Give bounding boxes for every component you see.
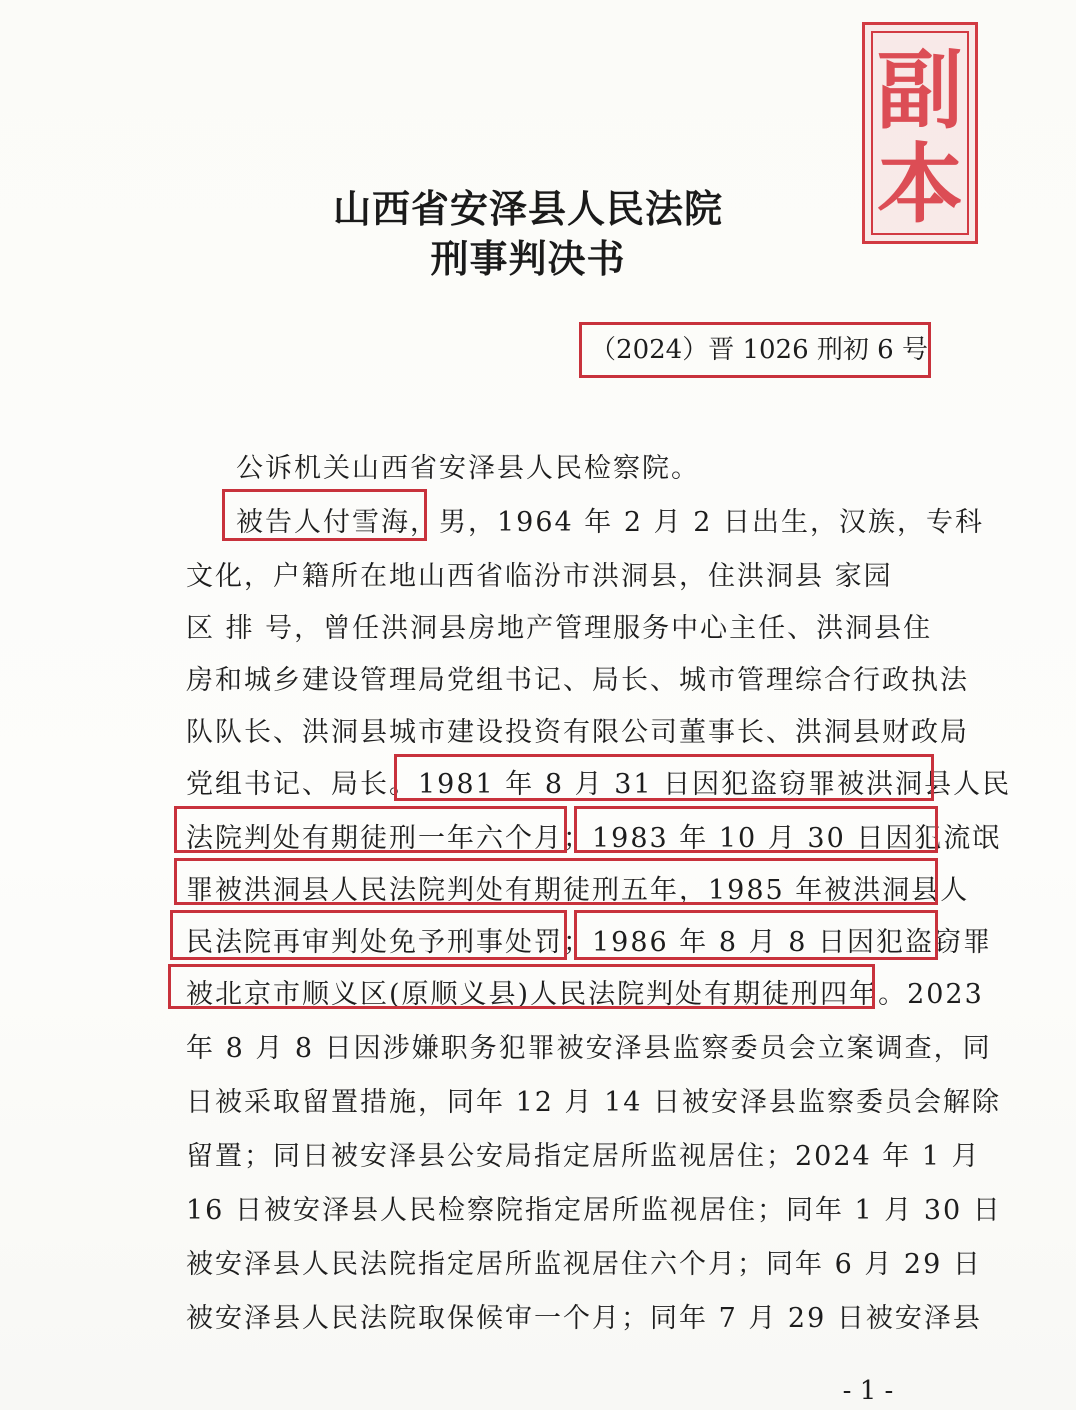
body-line-8: 法院判处有期徒刑一年六个月；1983 年 10 月 30 日因犯流氓 <box>186 823 1002 854</box>
body-line-17: 被安泽县人民法院取保候审一个月；同年 7 月 29 日被安泽县 <box>186 1303 982 1334</box>
body-line-15: 16 日被安泽县人民检察院指定居所监视居住；同年 1 月 30 日 <box>186 1195 1002 1226</box>
body-line-6: 队队长、洪洞县城市建设投资有限公司董事长、洪洞县财政局 <box>186 717 969 748</box>
case-number: （2024）晋 1026 刑初 6 号 <box>579 322 931 378</box>
body-line-16: 被安泽县人民法院指定居所监视居住六个月；同年 6 月 29 日 <box>186 1249 982 1280</box>
body-line-13: 日被采取留置措施，同年 12 月 14 日被安泽县监察委员会解除 <box>186 1087 1002 1118</box>
highlight-record-1986-sentence <box>168 964 875 1009</box>
highlight-defendant-name <box>222 489 427 541</box>
highlight-record-1983 <box>574 806 938 853</box>
body-line-11: 被北京市顺义区(原顺义县)人民法院判处有期徒刑四年。2023 <box>186 979 984 1010</box>
stamp-char-1: 副 <box>877 41 963 141</box>
body-line-7: 党组书记、局长。1981 年 8 月 31 日因犯盗窃罪被洪洞县人民 <box>186 769 1012 800</box>
body-line-5: 房和城乡建设管理局党组书记、局长、城市管理综合行政执法 <box>186 665 969 696</box>
highlight-record-1986 <box>574 910 938 960</box>
document-type: 刑事判决书 <box>430 237 626 281</box>
body-line-2: 被告人付雪海，男，1964 年 2 月 2 日出生，汉族，专科 <box>236 507 984 538</box>
body-line-10: 民法院再审判处免予刑事处罚；1986 年 8 月 8 日因犯盗窃罪 <box>186 927 992 958</box>
body-line-9: 罪被洪洞县人民法院判处有期徒刑五年，1985 年被洪洞县人 <box>186 875 970 906</box>
body-line-4: 区 排 号，曾任洪洞县房地产管理服务中心主任、洪洞县住 <box>186 613 933 644</box>
page-number: - 1 - <box>842 1376 894 1406</box>
body-line-3: 文化，户籍所在地山西省临汾市洪洞县，住洪洞县 家园 <box>186 561 893 592</box>
highlight-record-1981-sentence <box>174 806 567 853</box>
body-line-14: 留置；同日被安泽县公安局指定居所监视居住；2024 年 1 月 <box>186 1141 981 1172</box>
stamp-char-2: 本 <box>877 135 963 235</box>
highlight-record-1983-sentence <box>174 858 938 905</box>
highlight-record-1981 <box>394 754 934 801</box>
body-line-12: 年 8 月 8 日因涉嫌职务犯罪被安泽县监察委员会立案调查，同 <box>186 1033 992 1064</box>
body-line-1: 公诉机关山西省安泽县人民检察院。 <box>236 453 700 484</box>
court-name: 山西省安泽县人民法院 <box>332 187 723 231</box>
highlight-record-1985 <box>170 910 567 960</box>
